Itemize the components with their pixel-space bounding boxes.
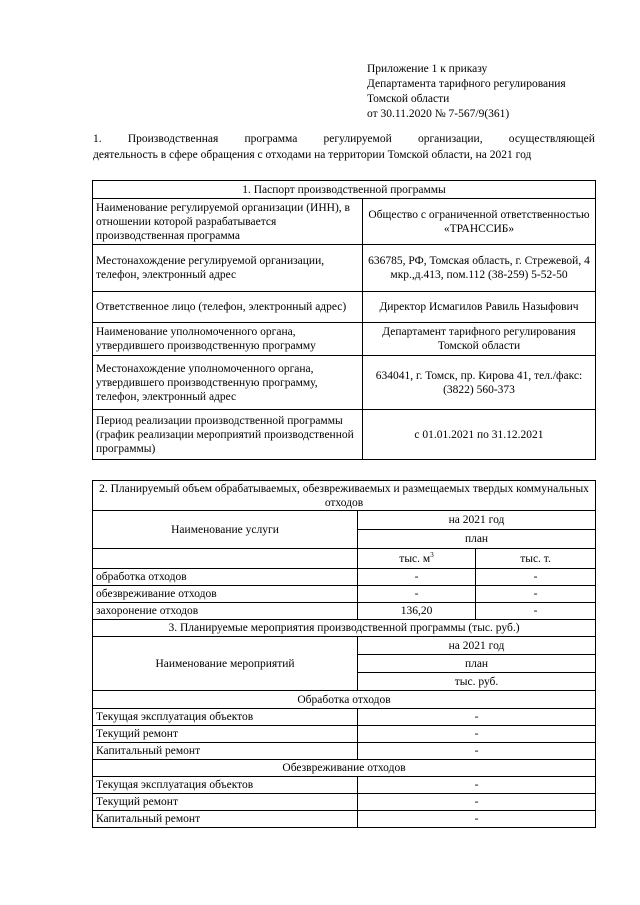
volume-measures-table [92,480,596,828]
annex-line: Департамента тарифного регулирования [367,78,566,90]
heading-number: 1. [93,133,102,145]
passport-value: 634041, г. Томск, пр. Кирова 41, тел./факс: (3822) 560-373 [363,356,596,410]
value-tons: - [476,603,596,620]
annex-block [367,62,566,122]
value-tons: - [476,569,596,586]
measures-year-header: на 2021 год [358,637,596,655]
volume-title: 2. Планируемый объем обрабатываемых, обезвреживаемых и размещаемых твердых коммунальных отходов [93,481,596,511]
unit-cubic-header: тыс. $м^3$ [358,549,476,569]
service-header: Наименование услуги [93,511,358,549]
document-heading [93,131,595,163]
service-name: обезвреживание отходов [93,586,358,603]
measures-title: 3. Планируемые мероприятия производственной программы (тыс. руб.) [93,620,596,637]
passport-label: Наименование уполномоченного органа, утвердившего производственную программу [93,323,363,356]
annex-line: от 30.11.2020 № 7-567/9(361) [367,108,510,120]
measure-value: - [358,709,596,726]
passport-value: Общество с ограниченной ответственностью «ТРАНССИБ» [363,199,596,245]
passport-table [92,180,596,460]
heading-word: Производственная [127,133,219,145]
annex-line: Томской области [367,93,450,105]
measure-value: - [358,726,596,743]
passport-label: Местонахождение регулируемой организации, телефон, электронный адрес [93,245,363,292]
service-name: обработка отходов [93,569,358,586]
passport-value: с 01.01.2021 по 31.12.2021 [363,410,596,460]
service-name: захоронение отходов [93,603,358,620]
measure-name: Капитальный ремонт [93,811,358,828]
measure-value: - [358,811,596,828]
unit-tons-header: тыс. т. [476,549,596,569]
value-cubic: - [358,569,476,586]
heading-word: организации, [417,133,483,145]
section-title: Обезвреживание отходов [93,760,596,777]
value-cubic: 136,20 [358,603,476,620]
measure-name: Текущая эксплуатация объектов [93,709,358,726]
measure-value: - [358,743,596,760]
annex-line: Приложение 1 к приказу [367,63,488,75]
measures-unit-header: тыс. руб. [358,673,596,691]
heading-line2: деятельность в сфере обращения с отходами на территории Томской области, на 2021 год [93,149,532,161]
heading-word: осуществляющей [508,133,595,145]
passport-label: Наименование регулируемой организации (ИНН), в отношении которой разрабатывается производственная программа [93,199,363,245]
measure-name: Текущий ремонт [93,726,358,743]
passport-label: Местонахождение уполномоченного органа, утвердившего производственную программу, телефон, электронный адрес [93,356,363,410]
passport-value: Директор Исмагилов Равиль Назыфович [363,292,596,323]
passport-title: 1. Паспорт производственной программы [93,181,596,199]
passport-label: Период реализации производственной программы (график реализации мероприятий производственной программы) [93,410,363,460]
plan-header: план [358,530,596,549]
measure-name: Текущая эксплуатация объектов [93,777,358,794]
passport-value: Департамент тарифного регулирования Томской области [363,323,596,356]
passport-label: Ответственное лицо (телефон, электронный адрес) [93,292,363,323]
value-tons: - [476,586,596,603]
measure-name: Капитальный ремонт [93,743,358,760]
measure-value: - [358,777,596,794]
measures-name-header: Наименование мероприятий [93,637,358,691]
year-header: на 2021 год [358,511,596,530]
measures-plan-header: план [358,655,596,673]
heading-word: программа [244,133,298,145]
measure-value: - [358,794,596,811]
measure-name: Текущий ремонт [93,794,358,811]
passport-value: 636785, РФ, Томская область, г. Стрежевой, 4 мкр.,д.413, пом.112 (38-259) 5-52-50 [363,245,596,292]
section-title: Обработка отходов [93,691,596,709]
heading-word: регулируемой [323,133,392,145]
value-cubic: - [358,586,476,603]
